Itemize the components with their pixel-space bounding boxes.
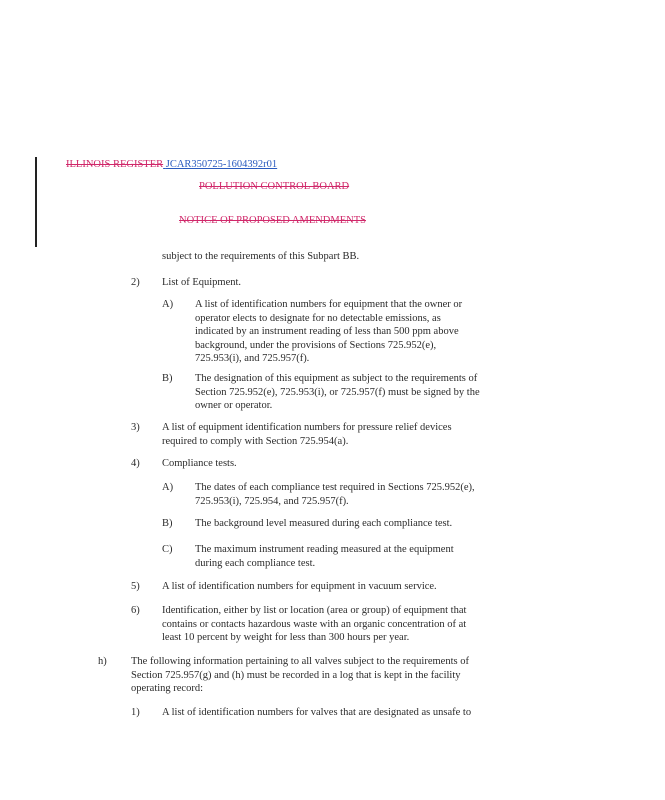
subitem-text: The maximum instrument reading measured at the equipment during each compliance test. [195,544,454,569]
subitem-letter: A) [162,482,174,493]
notice-title: NOTICE OF PROPOSED AMENDMENTS [179,215,366,226]
board-title: POLLUTION CONTROL BOARD [199,181,350,192]
section-text: The following information pertaining to all valves subject to the requirements of Section 725.957(g) and (h) must be recorded in a log that is kept in the facility operating record: [131,656,469,694]
subitem-letter: B) [162,373,173,384]
section-letter: h) [98,656,107,667]
item-text: Compliance tests. [162,458,237,469]
item-number: 2) [131,277,140,288]
item-number: 3) [131,422,140,433]
item-text: Identification, either by list or location (area or group) of equipment that contains or contacts hazardous waste with an organic concentration of at least 10 percent by weight for less than 300 hours per year. [162,605,467,643]
item-number: 4) [131,458,140,469]
subitem-text: The dates of each compliance test required in Sections 725.952(e), 725.953(i), 725.954, and 725.957(f). [195,482,475,507]
item-text: A list of identification numbers for valves that are designated as unsafe to [162,707,472,718]
register-title-new: JCAR350725-1604392r01 [165,159,278,170]
subitem-letter: C) [162,544,173,555]
subitem-letter: B) [162,518,173,529]
subitem-text: The designation of this equipment as subject to the requirements of Section 725.952(e), 725.953(i), or 725.957(f) must be signed by the owner or operator. [195,373,480,411]
subitem-letter: A) [162,299,174,310]
item-number: 1) [131,707,140,718]
register-header [66,158,277,172]
item-text: A list of equipment identification numbers for pressure relief devices required to comply with Section 725.954(a). [162,422,452,447]
item-number: 6) [131,605,140,616]
subitem-text: A list of identification numbers for equipment that the owner or operator elects to designate for no detectable emissions, as indicated by an instrument reading of less than 500 ppm above background, under the provisions of Sections 725.952(e), 725.953(i), and 725.957(f). [195,299,463,364]
item-text: A list of identification numbers for equipment in vacuum service. [162,581,437,592]
item-number: 5) [131,581,140,592]
item-text: List of Equipment. [162,277,242,288]
register-title-struck: ILLINOIS REGISTER [66,159,164,170]
revision-change-bar [35,157,37,247]
continuation-text: subject to the requirements of this Subpart BB. [162,251,360,262]
subitem-text: The background level measured during each compliance test. [195,518,453,529]
